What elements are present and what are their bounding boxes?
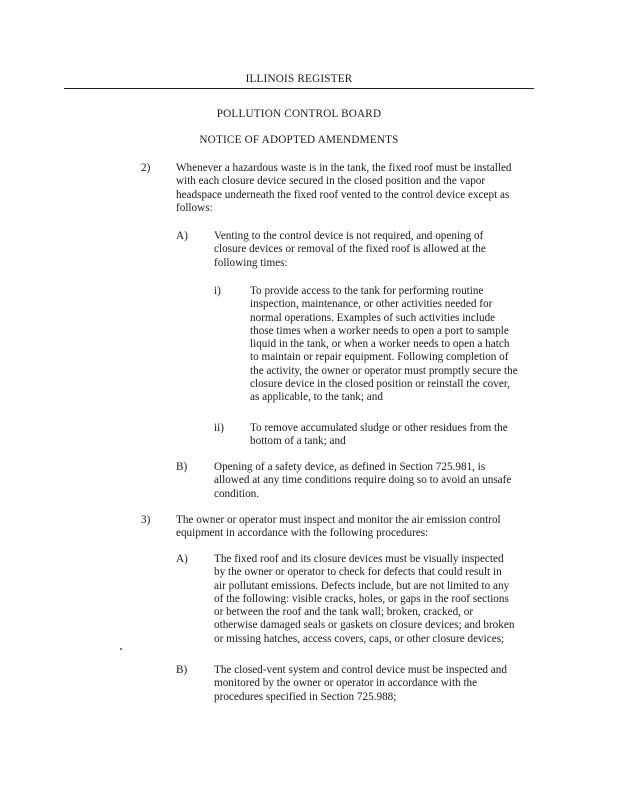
text-line: normal operations. Examples of such activities include — [250, 311, 496, 324]
text-line: Whenever a hazardous waste is in the tank, the fixed roof must be installed — [176, 162, 512, 174]
text-line: Opening of a safety device, as defined in Section 725.981, is — [214, 461, 486, 473]
text-line: headspace underneath the fixed roof vented to the control device except as — [176, 188, 510, 201]
text-line: liquid in the tank, or when a worker needs to open a hatch — [250, 338, 510, 351]
text-line: inspection, maintenance, or other activities needed for — [250, 298, 493, 311]
text-line: of the following: visible cracks, holes, or gaps in the roof sections — [214, 592, 509, 605]
item-2a-i-text — [250, 285, 518, 405]
item-3b-text — [214, 664, 507, 704]
board-title: POLLUTION CONTROL BOARD — [216, 108, 382, 120]
text-line: monitored by the owner or operator in accordance with the — [214, 677, 478, 690]
text-line: following times: — [214, 256, 288, 269]
item-3-text — [176, 514, 501, 541]
text-line: air pollutant emissions. Defects include, but are not limited to any — [214, 579, 510, 592]
item-2a-text — [214, 230, 486, 270]
text-line: or between the roof and the tank wall; broken, cracked, or — [214, 606, 474, 619]
item-3a-text — [214, 553, 514, 646]
text-line: the activity, the owner or operator must promptly secure the — [250, 364, 518, 377]
header-rule — [64, 88, 534, 89]
text-line: closure devices or removal of the fixed roof is allowed at the — [214, 243, 486, 256]
item-3-label: 3) — [141, 514, 151, 526]
register-title: ILLINOIS REGISTER — [245, 73, 353, 85]
text-line: The closed-vent system and control device must be inspected and — [214, 664, 507, 676]
text-line: as applicable, to the tank; and — [250, 391, 383, 404]
text-line: with each closure device secured in the closed position and the vapor — [176, 175, 486, 188]
item-2b-label: B) — [176, 461, 188, 473]
text-line: to maintain or repair equipment. Following completion of — [250, 351, 509, 364]
text-line: follows: — [176, 201, 213, 214]
item-2-label: 2) — [141, 162, 151, 174]
text-line: condition. — [214, 487, 260, 500]
text-line: allowed at any time conditions require doing so to avoid an unsafe — [214, 474, 512, 487]
item-2a-ii-text — [250, 422, 508, 449]
text-line: The fixed roof and its closure devices must be visually inspected — [214, 553, 504, 565]
text-line: those times when a worker needs to open a port to sample — [250, 324, 509, 337]
text-line: otherwise damaged seals or gaskets on closure devices; and broken — [214, 619, 515, 632]
item-2a-i-label: i) — [214, 285, 221, 297]
item-2-text — [176, 162, 512, 215]
item-3b-label: B) — [176, 664, 188, 676]
text-line: The owner or operator must inspect and monitor the air emission control — [176, 514, 501, 526]
item-2b-text — [214, 461, 511, 501]
text-line: To remove accumulated sludge or other residues from the — [250, 422, 508, 434]
text-line: Venting to the control device is not required, and opening of — [214, 230, 484, 242]
text-line: bottom of a tank; and — [250, 435, 346, 448]
item-2a-label: A) — [176, 230, 188, 242]
scan-speck — [120, 648, 122, 650]
text-line: To provide access to the tank for performing routine — [250, 285, 484, 297]
text-line: equipment in accordance with the following procedures: — [176, 527, 429, 540]
notice-title: NOTICE OF ADOPTED AMENDMENTS — [199, 134, 399, 146]
item-3a-label: A) — [176, 553, 188, 565]
text-line: by the owner or operator to check for defects that could result in — [214, 566, 502, 579]
text-line: procedures specified in Section 725.988; — [214, 690, 397, 703]
text-line: closure device in the closed position or reinstall the cover, — [250, 378, 510, 391]
text-line: or missing hatches, access covers, caps, or other closure devices; — [214, 632, 505, 645]
item-2a-ii-label: ii) — [214, 422, 224, 434]
